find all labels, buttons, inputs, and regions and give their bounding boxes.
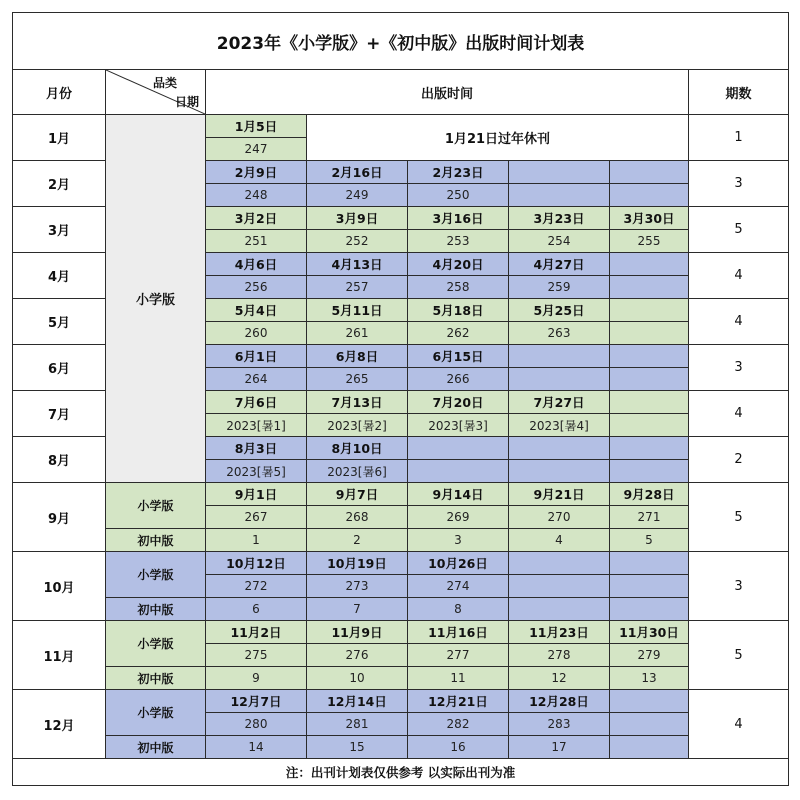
- table-row: [13, 115, 789, 138]
- publish-date: 10月26日: [408, 552, 509, 575]
- header-month: 月份: [13, 70, 106, 115]
- publish-date: 3月30日: [610, 207, 689, 230]
- issue-number: 260: [206, 322, 307, 345]
- issue-number: 264: [206, 368, 307, 391]
- issue-count: 2: [689, 437, 789, 483]
- issue-number: [408, 460, 509, 483]
- schedule-sheet: [12, 12, 788, 788]
- issue-number: 252: [307, 230, 408, 253]
- header-category-date: [106, 70, 206, 115]
- issue-number: 262: [408, 322, 509, 345]
- junior-issue-number: 15: [307, 736, 408, 759]
- issue-number: 280: [206, 713, 307, 736]
- junior-issue-number: [509, 598, 610, 621]
- issue-number: 2023[暑1]: [206, 414, 307, 437]
- junior-issue-number: 16: [408, 736, 509, 759]
- junior-issue-number: 5: [610, 529, 689, 552]
- publish-date: 3月9日: [307, 207, 408, 230]
- issue-count: 3: [689, 552, 789, 621]
- publish-date: 2月23日: [408, 161, 509, 184]
- issue-number: [610, 368, 689, 391]
- month-label: 1月: [13, 115, 106, 161]
- publish-date: 6月15日: [408, 345, 509, 368]
- category-primary: 小学版: [106, 552, 206, 598]
- issue-number: 255: [610, 230, 689, 253]
- issue-number: 247: [206, 138, 307, 161]
- publish-date: [610, 161, 689, 184]
- publish-date: 10月19日: [307, 552, 408, 575]
- publish-date: 11月9日: [307, 621, 408, 644]
- issue-number: 271: [610, 506, 689, 529]
- month-label: 3月: [13, 207, 106, 253]
- header-issues: 期数: [689, 70, 789, 115]
- category-primary-merged: 小学版: [106, 115, 206, 483]
- publish-date: 7月6日: [206, 391, 307, 414]
- junior-issue-number: 4: [509, 529, 610, 552]
- publish-date: 12月7日: [206, 690, 307, 713]
- issue-number: [610, 575, 689, 598]
- issue-number: [610, 276, 689, 299]
- header-date: 日期: [174, 95, 199, 109]
- publish-date: 8月3日: [206, 437, 307, 460]
- publish-date: 11月23日: [509, 621, 610, 644]
- junior-issue-number: 17: [509, 736, 610, 759]
- issue-number: 257: [307, 276, 408, 299]
- publish-date: [509, 161, 610, 184]
- issue-number: [610, 713, 689, 736]
- junior-issue-number: 10: [307, 667, 408, 690]
- issue-number: 250: [408, 184, 509, 207]
- issue-count: 5: [689, 207, 789, 253]
- junior-issue-number: 8: [408, 598, 509, 621]
- publish-date: 12月28日: [509, 690, 610, 713]
- publish-date: 3月16日: [408, 207, 509, 230]
- holiday-note: 1月21日过年休刊: [307, 115, 689, 161]
- issue-number: 278: [509, 644, 610, 667]
- publish-date: 6月8日: [307, 345, 408, 368]
- issue-number: [509, 575, 610, 598]
- issue-number: 270: [509, 506, 610, 529]
- month-label: 11月: [13, 621, 106, 690]
- publish-date: 2月9日: [206, 161, 307, 184]
- junior-issue-number: [610, 598, 689, 621]
- publish-date: 5月25日: [509, 299, 610, 322]
- category-primary: 小学版: [106, 621, 206, 667]
- junior-issue-number: [610, 736, 689, 759]
- issue-number: 283: [509, 713, 610, 736]
- issue-number: [610, 184, 689, 207]
- category-junior: 初中版: [106, 598, 206, 621]
- junior-issue-number: 9: [206, 667, 307, 690]
- junior-issue-number: 13: [610, 667, 689, 690]
- publish-date: 7月27日: [509, 391, 610, 414]
- header-publish-time: 出版时间: [206, 70, 689, 115]
- footer-note: 注：出刊计划表仅供参考 以实际出刊为准: [13, 759, 789, 786]
- publish-date: 12月14日: [307, 690, 408, 713]
- issue-count: 4: [689, 299, 789, 345]
- publish-date: [509, 552, 610, 575]
- publish-date: 7月20日: [408, 391, 509, 414]
- publish-date: [509, 437, 610, 460]
- issue-number: [509, 368, 610, 391]
- issue-number: 2023[暑3]: [408, 414, 509, 437]
- publish-date: 4月27日: [509, 253, 610, 276]
- month-label: 8月: [13, 437, 106, 483]
- publish-date: 6月1日: [206, 345, 307, 368]
- issue-count: 4: [689, 690, 789, 759]
- issue-count: 1: [689, 115, 789, 161]
- junior-issue-number: 1: [206, 529, 307, 552]
- category-primary: 小学版: [106, 483, 206, 529]
- month-label: 12月: [13, 690, 106, 759]
- issue-number: 258: [408, 276, 509, 299]
- publish-date: 9月28日: [610, 483, 689, 506]
- issue-number: 281: [307, 713, 408, 736]
- issue-number: 259: [509, 276, 610, 299]
- publish-date: 4月20日: [408, 253, 509, 276]
- junior-issue-number: 12: [509, 667, 610, 690]
- table-row: [13, 621, 789, 644]
- issue-number: 263: [509, 322, 610, 345]
- issue-number: 2023[暑4]: [509, 414, 610, 437]
- publish-date: 9月14日: [408, 483, 509, 506]
- category-primary: 小学版: [106, 690, 206, 736]
- issue-number: 273: [307, 575, 408, 598]
- publish-date: 5月18日: [408, 299, 509, 322]
- issue-number: 268: [307, 506, 408, 529]
- table-row: [13, 667, 789, 690]
- junior-issue-number: 3: [408, 529, 509, 552]
- month-label: 10月: [13, 552, 106, 621]
- issue-number: 277: [408, 644, 509, 667]
- header-category: 品类: [152, 76, 177, 90]
- issue-count: 5: [689, 621, 789, 690]
- publish-date: 9月21日: [509, 483, 610, 506]
- issue-number: 254: [509, 230, 610, 253]
- month-label: 7月: [13, 391, 106, 437]
- publish-date: [610, 391, 689, 414]
- issue-number: 248: [206, 184, 307, 207]
- issue-number: 253: [408, 230, 509, 253]
- publish-date: [408, 437, 509, 460]
- issue-number: 2023[暑6]: [307, 460, 408, 483]
- publish-date: 8月10日: [307, 437, 408, 460]
- publish-date: [610, 690, 689, 713]
- issue-count: 4: [689, 391, 789, 437]
- issue-number: [610, 414, 689, 437]
- issue-number: [509, 184, 610, 207]
- publish-date: [610, 345, 689, 368]
- publish-date: 9月7日: [307, 483, 408, 506]
- publish-date: 3月2日: [206, 207, 307, 230]
- publish-date: 11月16日: [408, 621, 509, 644]
- issue-count: 3: [689, 345, 789, 391]
- publish-date: 9月1日: [206, 483, 307, 506]
- issue-number: 269: [408, 506, 509, 529]
- publish-date: 11月30日: [610, 621, 689, 644]
- issue-number: 249: [307, 184, 408, 207]
- junior-issue-number: 7: [307, 598, 408, 621]
- issue-number: 276: [307, 644, 408, 667]
- publish-date: 4月13日: [307, 253, 408, 276]
- table-row: [13, 552, 789, 575]
- issue-number: 266: [408, 368, 509, 391]
- publish-date: 1月5日: [206, 115, 307, 138]
- month-label: 9月: [13, 483, 106, 552]
- publish-date: 4月6日: [206, 253, 307, 276]
- category-junior: 初中版: [106, 529, 206, 552]
- publish-date: 3月23日: [509, 207, 610, 230]
- issue-number: [610, 322, 689, 345]
- issue-number: 261: [307, 322, 408, 345]
- issue-number: [509, 460, 610, 483]
- publish-date: [610, 299, 689, 322]
- junior-issue-number: 11: [408, 667, 509, 690]
- table-row: [13, 529, 789, 552]
- month-label: 5月: [13, 299, 106, 345]
- publish-date: 5月4日: [206, 299, 307, 322]
- issue-number: 274: [408, 575, 509, 598]
- table-row: [13, 483, 789, 506]
- publish-date: [610, 437, 689, 460]
- page-title: 2023年《小学版》+《初中版》出版时间计划表: [13, 13, 789, 70]
- publish-date: [509, 345, 610, 368]
- issue-number: 256: [206, 276, 307, 299]
- issue-number: [610, 460, 689, 483]
- publish-date: [610, 253, 689, 276]
- month-label: 6月: [13, 345, 106, 391]
- issue-number: 282: [408, 713, 509, 736]
- junior-issue-number: 6: [206, 598, 307, 621]
- publish-date: 2月16日: [307, 161, 408, 184]
- publish-date: 5月11日: [307, 299, 408, 322]
- issue-number: 272: [206, 575, 307, 598]
- schedule-table: [12, 12, 789, 786]
- publish-date: 7月13日: [307, 391, 408, 414]
- issue-count: 5: [689, 483, 789, 552]
- publish-date: 12月21日: [408, 690, 509, 713]
- issue-number: 275: [206, 644, 307, 667]
- issue-count: 4: [689, 253, 789, 299]
- issue-number: 2023[暑5]: [206, 460, 307, 483]
- publish-date: 10月12日: [206, 552, 307, 575]
- junior-issue-number: 14: [206, 736, 307, 759]
- category-junior: 初中版: [106, 736, 206, 759]
- table-row: [13, 598, 789, 621]
- month-label: 2月: [13, 161, 106, 207]
- issue-number: 265: [307, 368, 408, 391]
- publish-date: 11月2日: [206, 621, 307, 644]
- month-label: 4月: [13, 253, 106, 299]
- junior-issue-number: 2: [307, 529, 408, 552]
- issue-count: 3: [689, 161, 789, 207]
- table-row: [13, 736, 789, 759]
- publish-date: [610, 552, 689, 575]
- issue-number: 267: [206, 506, 307, 529]
- issue-number: 279: [610, 644, 689, 667]
- issue-number: 251: [206, 230, 307, 253]
- issue-number: 2023[暑2]: [307, 414, 408, 437]
- category-junior: 初中版: [106, 667, 206, 690]
- footer-row: [13, 759, 789, 786]
- table-row: [13, 690, 789, 713]
